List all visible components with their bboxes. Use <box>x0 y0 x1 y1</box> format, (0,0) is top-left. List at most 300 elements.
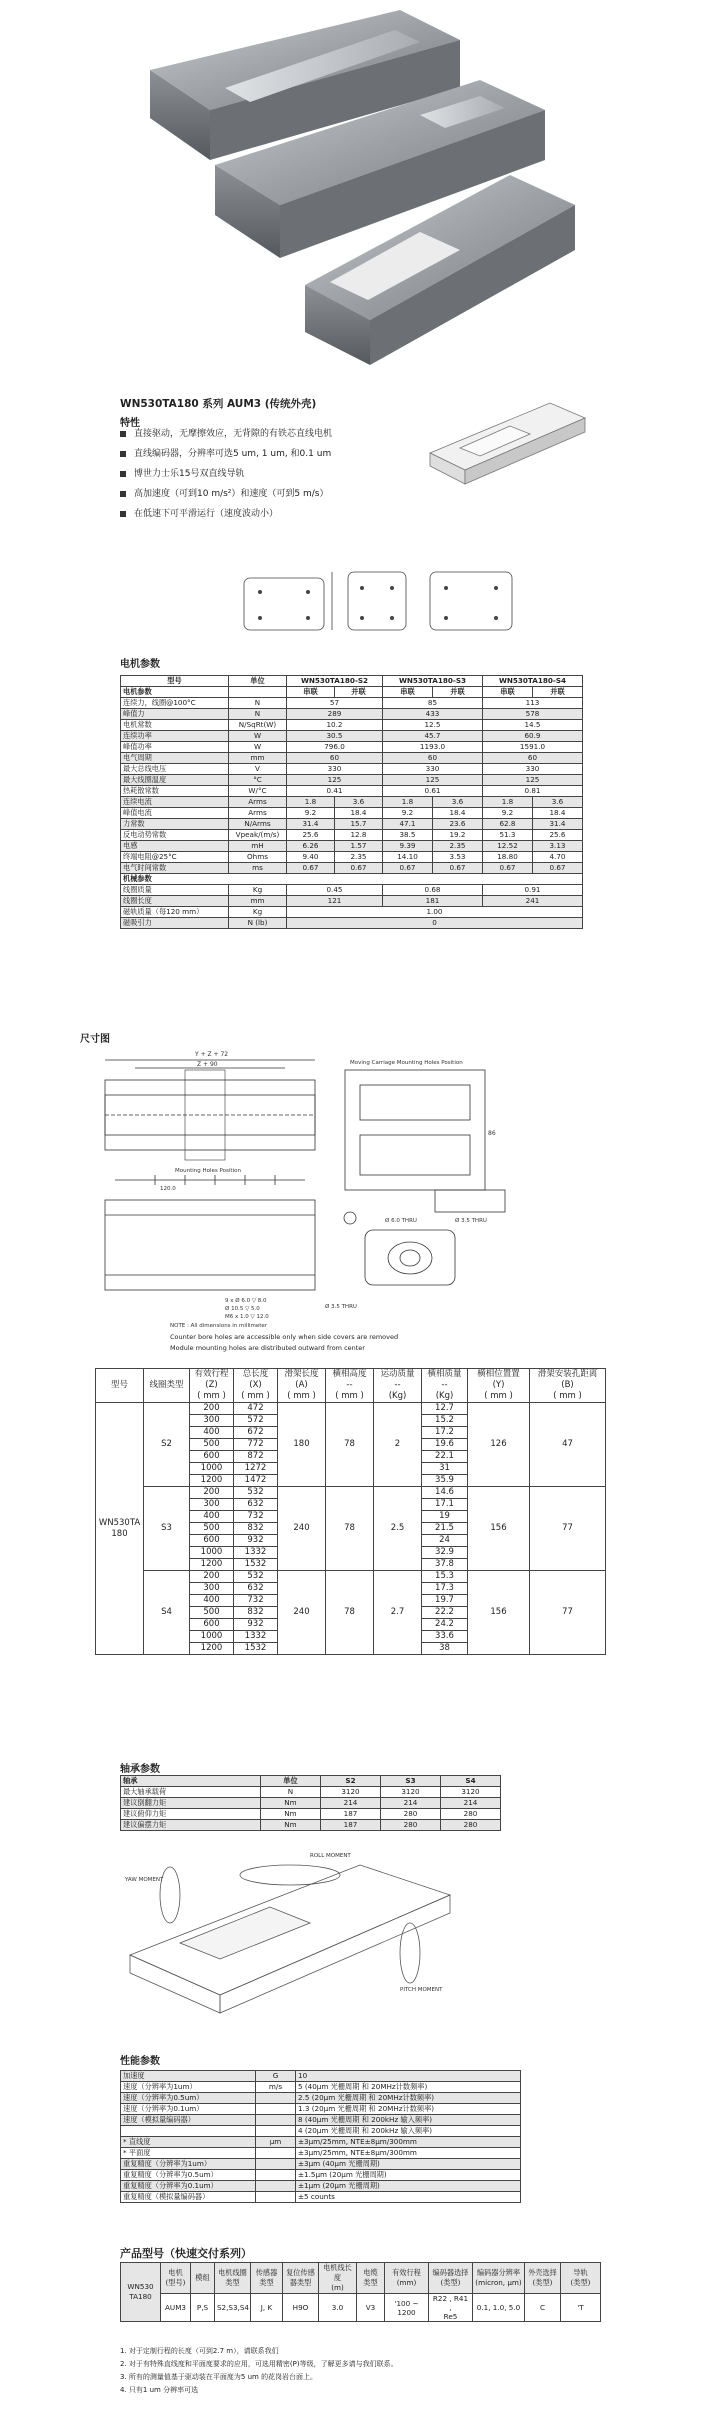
table-cell: 2.5 (20μm 光栅周期 和 20MHz计数频率) <box>296 2093 521 2104</box>
table-cell: 2.35 <box>433 841 483 852</box>
header-cell: 型号 <box>121 676 229 687</box>
table-row <box>96 1403 606 1415</box>
table-cell: 加速度 <box>121 2071 256 2082</box>
table-cell: 12.7 <box>422 1403 468 1415</box>
table-cell: 121 <box>287 896 383 907</box>
header-cell: S4 <box>441 1776 501 1787</box>
dim-note-1: NOTE : All dimensions in millimeter <box>170 1323 268 1329</box>
table-cell: 0.67 <box>483 863 533 874</box>
table-row <box>121 2104 521 2115</box>
table-row <box>121 896 583 907</box>
table-cell: 31 <box>422 1463 468 1475</box>
bearing-table <box>120 1775 501 1831</box>
feature-item: 博世力士乐15号双直线导轨 <box>120 464 430 484</box>
table-cell: 0.67 <box>533 863 583 874</box>
table-cell: 电气周期 <box>121 753 229 764</box>
table-cell: 15.2 <box>422 1415 468 1427</box>
carriage-mount-label: Moving Carriage Mounting Holes Position <box>350 1060 463 1066</box>
table-cell: 0.67 <box>383 863 433 874</box>
header-cell: 有效行程 (mm) <box>385 2263 429 2294</box>
table-row <box>121 2170 521 2181</box>
table-cell <box>256 2093 296 2104</box>
table-cell: P,S <box>191 2294 215 2322</box>
table-cell: 0.91 <box>483 885 583 896</box>
table-cell: 2.7 <box>374 1571 422 1655</box>
table-row <box>121 731 583 742</box>
performance-table <box>120 2070 521 2203</box>
table-cell: 280 <box>441 1809 501 1820</box>
table-row <box>121 2082 521 2093</box>
table-cell: 1272 <box>234 1463 278 1475</box>
table-cell: 9.39 <box>383 841 433 852</box>
feature-item: 高加速度（可到10 m/s²）和速度（可到5 m/s） <box>120 484 430 504</box>
roll-moment-label: ROLL MOMENT <box>310 1853 351 1859</box>
table-cell: 125 <box>383 775 483 786</box>
header-cell: 串联 <box>287 687 335 698</box>
header-cell: 轴承 <box>121 1776 261 1787</box>
table-cell: 796.0 <box>287 742 383 753</box>
table-cell: 14.10 <box>383 852 433 863</box>
table-cell: 8 (40μm 光栅周期 和 200kHz 输入频率) <box>296 2115 521 2126</box>
table-cell: 最大轴承载荷 <box>121 1787 261 1798</box>
feature-item: 直线编码器，分辨率可选5 um, 1 um, 和0.1 um <box>120 444 430 464</box>
header-cell: 型号 <box>96 1369 144 1403</box>
table-cell: 60 <box>483 753 583 764</box>
table-cell: 速度（模拟量编码器） <box>121 2115 256 2126</box>
table-cell: 632 <box>234 1583 278 1595</box>
table-row <box>121 2159 521 2170</box>
header-cell: 编码器选择 (类型) <box>429 2263 473 2294</box>
table-cell: 21.5 <box>422 1523 468 1535</box>
table-cell: 38 <box>422 1643 468 1655</box>
feature-item: 直接驱动，无摩擦效应，无背隙的有铁芯直线电机 <box>120 424 430 444</box>
header-cell <box>229 687 287 698</box>
table-row <box>121 2148 521 2159</box>
table-cell: 433 <box>383 709 483 720</box>
table-cell: 建议偏摆力矩 <box>121 1820 261 1831</box>
table-cell: 0.67 <box>287 863 335 874</box>
table-cell <box>256 2170 296 2181</box>
table-cell: 572 <box>234 1415 278 1427</box>
table-cell: 1.8 <box>383 797 433 808</box>
table-cell: * 平面度 <box>121 2148 256 2159</box>
header-cell: 电机 (型号) <box>161 2263 191 2294</box>
table-cell: W <box>229 731 287 742</box>
header-cell: 电机参数 <box>121 687 229 698</box>
table-row <box>121 2294 601 2322</box>
table-cell: C <box>525 2294 561 2322</box>
dim-top-label-2: Z + 90 <box>197 1061 218 1068</box>
pitch-moment-label: PITCH MOMENT <box>400 1987 443 1993</box>
table-cell: °C <box>229 775 287 786</box>
coil-type-cell: S2 <box>144 1403 190 1487</box>
model-spec-table <box>95 1368 606 1655</box>
header-cell: 总长度 (X) ( mm ) <box>234 1369 278 1403</box>
table-cell: 热耗散常数 <box>121 786 229 797</box>
table-cell: 1.00 <box>287 907 583 918</box>
table-cell: 线圈质量 <box>121 885 229 896</box>
table-cell <box>256 2115 296 2126</box>
table-cell: 180 <box>278 1403 326 1487</box>
table-cell: N <box>229 698 287 709</box>
header-cell: 有效行程 (Z) ( mm ) <box>190 1369 234 1403</box>
table-row <box>121 775 583 786</box>
table-cell: 400 <box>190 1427 234 1439</box>
table-cell: 线圈长度 <box>121 896 229 907</box>
dimension-drawing <box>95 1040 565 1335</box>
table-header-row <box>121 2263 601 2294</box>
table-cell: 19.7 <box>422 1595 468 1607</box>
table-cell: 速度（分辨率为0.5um） <box>121 2093 256 2104</box>
table-cell: 1000 <box>190 1547 234 1559</box>
header-cell: 串联 <box>483 687 533 698</box>
table-cell: 240 <box>278 1487 326 1571</box>
table-cell: 1000 <box>190 1463 234 1475</box>
table-cell: 15.7 <box>335 819 383 830</box>
motor-params-heading: 电机参数 <box>120 659 160 670</box>
table-row <box>121 1820 501 1831</box>
table-row <box>121 786 583 797</box>
table-cell: 38.5 <box>383 830 433 841</box>
table-cell: 214 <box>321 1798 381 1809</box>
table-cell: 4 (20μm 光栅周期 和 200kHz 输入频率) <box>296 2126 521 2137</box>
table-cell <box>256 2104 296 2115</box>
ordering-heading: 产品型号（快速交付系列） <box>120 2247 252 2260</box>
features-heading: 特性 <box>120 418 140 429</box>
table-header-row <box>96 1369 606 1403</box>
table-cell: 400 <box>190 1595 234 1607</box>
header-cell: 串联 <box>383 687 433 698</box>
table-cell: 3.0 <box>319 2294 357 2322</box>
table-cell: 1.57 <box>335 841 383 852</box>
hero-product-images <box>0 0 704 380</box>
table-cell: Vpeak/(m/s) <box>229 830 287 841</box>
table-cell: S2,S3,S4 <box>215 2294 251 2322</box>
table-cell: 'T <box>561 2294 601 2322</box>
table-cell: 45.7 <box>383 731 483 742</box>
table-cell: 125 <box>287 775 383 786</box>
table-cell: 300 <box>190 1583 234 1595</box>
model-name-cell: WN530TA 180 <box>96 1403 144 1655</box>
table-cell <box>121 2126 256 2137</box>
features-list <box>106 424 430 524</box>
table-cell: Kg <box>229 885 287 896</box>
table-cell: 0.67 <box>335 863 383 874</box>
table-cell: 330 <box>383 764 483 775</box>
table-cell <box>256 2181 296 2192</box>
table-cell: 23.6 <box>433 819 483 830</box>
table-cell: 33.6 <box>422 1631 468 1643</box>
table-cell: W/°C <box>229 786 287 797</box>
table-cell: 472 <box>234 1403 278 1415</box>
table-cell: 1200 <box>190 1559 234 1571</box>
table-cell: 连续电流 <box>121 797 229 808</box>
table-cell: N (lb) <box>229 918 287 929</box>
header-cell: 横相高度 -- ( mm ) <box>326 1369 374 1403</box>
table-row <box>121 742 583 753</box>
dim-b-label: Ø 10.5 ▽ 5.0 <box>225 1306 260 1312</box>
table-cell: 126 <box>468 1403 530 1487</box>
dim-f-label: Ø 3.5 THRU <box>455 1218 487 1224</box>
table-cell <box>256 2148 296 2159</box>
header-cell: 线圈类型 <box>144 1369 190 1403</box>
header-cell: WN530TA180-S3 <box>383 676 483 687</box>
table-cell: 932 <box>234 1535 278 1547</box>
ordering-table <box>120 2262 601 2322</box>
table-cell: V3 <box>357 2294 385 2322</box>
table-cell: '100 ~ 1200 <box>385 2294 429 2322</box>
dim-note-2: Counter bore holes are accessible only when side covers are removed <box>170 1333 399 1341</box>
table-cell: Ohms <box>229 852 287 863</box>
table-cell: 37.8 <box>422 1559 468 1571</box>
table-cell: 6.26 <box>287 841 335 852</box>
table-cell: 85 <box>383 698 483 709</box>
header-cell: 滑架安装孔距离 (B) ( mm ) <box>530 1369 606 1403</box>
table-cell: 1000 <box>190 1631 234 1643</box>
table-cell: 9.2 <box>483 808 533 819</box>
table-cell: 0.68 <box>383 885 483 896</box>
header-cell: 并联 <box>433 687 483 698</box>
table-row <box>121 808 583 819</box>
table-cell: 17.3 <box>422 1583 468 1595</box>
table-cell: 峰值力 <box>121 709 229 720</box>
table-cell: N/Arms <box>229 819 287 830</box>
header-cell: 电机线长度 (m) <box>319 2263 357 2294</box>
table-cell: 2 <box>374 1403 422 1487</box>
table-row <box>121 819 583 830</box>
table-cell: 600 <box>190 1451 234 1463</box>
table-row <box>121 918 583 929</box>
table-cell: V <box>229 764 287 775</box>
table-row <box>121 885 583 896</box>
footnote: 3. 所有的测量值基于驱动装在平面度为5 um 的花岗岩台面上。 <box>120 2373 318 2381</box>
table-cell: m/s <box>256 2082 296 2093</box>
table-cell: 1532 <box>234 1643 278 1655</box>
header-cell: 外壳选择 (类型) <box>525 2263 561 2294</box>
table-cell: 300 <box>190 1415 234 1427</box>
table-cell: 3120 <box>381 1787 441 1798</box>
table-cell: 78 <box>326 1571 374 1655</box>
table-cell: 932 <box>234 1619 278 1631</box>
table-row <box>121 797 583 808</box>
table-cell: 12.8 <box>335 830 383 841</box>
header-cell: 复位传感 器类型 <box>283 2263 319 2294</box>
footnote: 2. 对于有特殊直线度和平面度要求的应用，可选用精密(P)等级，了解更多请与我们联系。 <box>120 2360 398 2368</box>
table-cell: 1532 <box>234 1559 278 1571</box>
table-cell: 电气时间常数 <box>121 863 229 874</box>
table-cell: 632 <box>234 1499 278 1511</box>
table-cell: 9.2 <box>383 808 433 819</box>
motor-params-table <box>120 675 583 929</box>
table-cell: 电感 <box>121 841 229 852</box>
table-cell: 78 <box>326 1487 374 1571</box>
header-cell: 运动质量 -- (Kg) <box>374 1369 422 1403</box>
table-cell: 12.5 <box>383 720 483 731</box>
dim-e-label: Ø 6.0 THRU <box>385 1218 417 1224</box>
table-cell: 400 <box>190 1511 234 1523</box>
header-cell: 单位 <box>229 676 287 687</box>
header-cell: 导轨 (类型) <box>561 2263 601 2294</box>
table-row <box>121 698 583 709</box>
table-row <box>121 709 583 720</box>
table-cell: ±5 counts <box>296 2192 521 2203</box>
table-cell: 832 <box>234 1607 278 1619</box>
table-cell: 732 <box>234 1595 278 1607</box>
table-cell: N/SqRt(W) <box>229 720 287 731</box>
table-cell: 280 <box>381 1809 441 1820</box>
header-cell: 滑架长度 (A) ( mm ) <box>278 1369 326 1403</box>
table-row <box>121 830 583 841</box>
table-cell: 280 <box>381 1820 441 1831</box>
table-cell: 32.9 <box>422 1547 468 1559</box>
table-cell: 51.3 <box>483 830 533 841</box>
table-cell: 峰值电流 <box>121 808 229 819</box>
table-cell: 0.41 <box>287 786 383 797</box>
table-cell: 60 <box>287 753 383 764</box>
table-cell: J, K <box>251 2294 283 2322</box>
table-cell: 重复精度（模拟量编码器） <box>121 2192 256 2203</box>
header-cell: WN530TA180-S4 <box>483 676 583 687</box>
table-cell: 12.52 <box>483 841 533 852</box>
table-row <box>121 2181 521 2192</box>
table-cell: 31.4 <box>287 819 335 830</box>
table-cell: 磁轨质量（每120 mm） <box>121 907 229 918</box>
table-cell: 330 <box>287 764 383 775</box>
table-cell: 连续功率 <box>121 731 229 742</box>
table-cell: 18.4 <box>533 808 583 819</box>
table-cell: 19.6 <box>422 1439 468 1451</box>
dim-a-label: 9 x Ø 6.0 ▽ 8.0 <box>225 1298 267 1304</box>
header-cell: WN530TA180-S2 <box>287 676 383 687</box>
table-row <box>121 753 583 764</box>
table-row <box>121 764 583 775</box>
table-cell: Nm <box>261 1798 321 1809</box>
table-cell: μm <box>256 2137 296 2148</box>
table-cell: 电机常数 <box>121 720 229 731</box>
header-cell: 电机线圈 类型 <box>215 2263 251 2294</box>
table-cell: 1.8 <box>287 797 335 808</box>
table-cell: 600 <box>190 1619 234 1631</box>
header-cell: 模组 <box>191 2263 215 2294</box>
table-row <box>121 2137 521 2148</box>
table-row <box>121 2093 521 2104</box>
table-cell: 600 <box>190 1535 234 1547</box>
table-cell: 1200 <box>190 1475 234 1487</box>
table-cell: 241 <box>483 896 583 907</box>
table-cell: 10 <box>296 2071 521 2082</box>
table-cell: 重复精度（分辨率为0.1um） <box>121 2181 256 2192</box>
table-cell: 1193.0 <box>383 742 483 753</box>
table-cell: 47.1 <box>383 819 433 830</box>
table-cell: mm <box>229 896 287 907</box>
table-cell: 732 <box>234 1511 278 1523</box>
table-cell: 57 <box>287 698 383 709</box>
table-cell: 18.4 <box>335 808 383 819</box>
table-cell: 214 <box>441 1798 501 1809</box>
table-row <box>121 841 583 852</box>
section-header: 机械参数 <box>121 874 583 885</box>
table-row <box>121 852 583 863</box>
table-cell: 1200 <box>190 1643 234 1655</box>
table-cell: 19 <box>422 1511 468 1523</box>
table-row <box>121 2126 521 2137</box>
moment-diagram <box>110 1835 490 2025</box>
table-cell: 500 <box>190 1439 234 1451</box>
table-cell: 4.70 <box>533 852 583 863</box>
table-cell: 0.1, 1.0, 5.0 <box>473 2294 525 2322</box>
table-cell: 3120 <box>441 1787 501 1798</box>
table-row <box>121 1809 501 1820</box>
table-cell: 772 <box>234 1439 278 1451</box>
table-cell: 力常数 <box>121 819 229 830</box>
table-cell: 3.6 <box>433 797 483 808</box>
header-cell: 单位 <box>261 1776 321 1787</box>
feature-item: 在低速下可平滑运行（速度波动小） <box>120 504 430 524</box>
coil-type-cell: S4 <box>144 1571 190 1655</box>
table-cell: 17.2 <box>422 1427 468 1439</box>
dim-note-3: Module mounting holes are distributed outward from center <box>170 1344 365 1352</box>
mounting-holes-label: Mounting Holes Position <box>175 1168 241 1174</box>
table-cell: 200 <box>190 1487 234 1499</box>
table-cell: 3.6 <box>335 797 383 808</box>
height-label: 86 <box>488 1130 496 1137</box>
table-header-row <box>121 676 583 687</box>
table-subheader-row <box>121 687 583 698</box>
table-cell: 0.45 <box>287 885 383 896</box>
table-cell: 24.2 <box>422 1619 468 1631</box>
table-cell: 60.9 <box>483 731 583 742</box>
table-cell: 14.6 <box>422 1487 468 1499</box>
table-cell: 1472 <box>234 1475 278 1487</box>
dimensions-heading: 尺寸图 <box>80 1034 110 1045</box>
dim-c-label: M6 x 1.0 ▽ 12.0 <box>225 1314 269 1320</box>
table-cell: 77 <box>530 1487 606 1571</box>
table-cell: 0.81 <box>483 786 583 797</box>
table-cell: 14.5 <box>483 720 583 731</box>
table-header-row <box>121 1776 501 1787</box>
table-cell: 30.5 <box>287 731 383 742</box>
table-row <box>121 720 583 731</box>
table-row <box>121 1787 501 1798</box>
table-cell: 终端电阻@25°C <box>121 852 229 863</box>
table-row <box>121 1798 501 1809</box>
footnotes <box>120 2345 398 2397</box>
pitch-label: 120.0 <box>160 1186 176 1192</box>
section-row <box>121 874 583 885</box>
table-cell: 2.35 <box>335 852 383 863</box>
table-cell: 832 <box>234 1523 278 1535</box>
table-cell: * 直线度 <box>121 2137 256 2148</box>
table-cell: 35.9 <box>422 1475 468 1487</box>
table-cell: 1591.0 <box>483 742 583 753</box>
header-cell: S2 <box>321 1776 381 1787</box>
dim-d-label: Ø 3.5 THRU <box>325 1304 357 1310</box>
table-cell: 500 <box>190 1523 234 1535</box>
table-cell: 156 <box>468 1487 530 1571</box>
table-cell: 建议俯仰力矩 <box>121 1809 261 1820</box>
table-cell: 10.2 <box>287 720 383 731</box>
table-cell: 280 <box>441 1820 501 1831</box>
footnote: 4. 只有1 um 分辨率可选 <box>120 2386 199 2394</box>
table-cell: 17.1 <box>422 1499 468 1511</box>
table-cell: 872 <box>234 1451 278 1463</box>
coil-drawings <box>240 560 520 640</box>
table-cell: 22.2 <box>422 1607 468 1619</box>
table-cell: 31.4 <box>533 819 583 830</box>
table-row <box>121 2192 521 2203</box>
yaw-moment-label: YAW MOMENT <box>125 1877 164 1883</box>
header-cell: 并联 <box>533 687 583 698</box>
